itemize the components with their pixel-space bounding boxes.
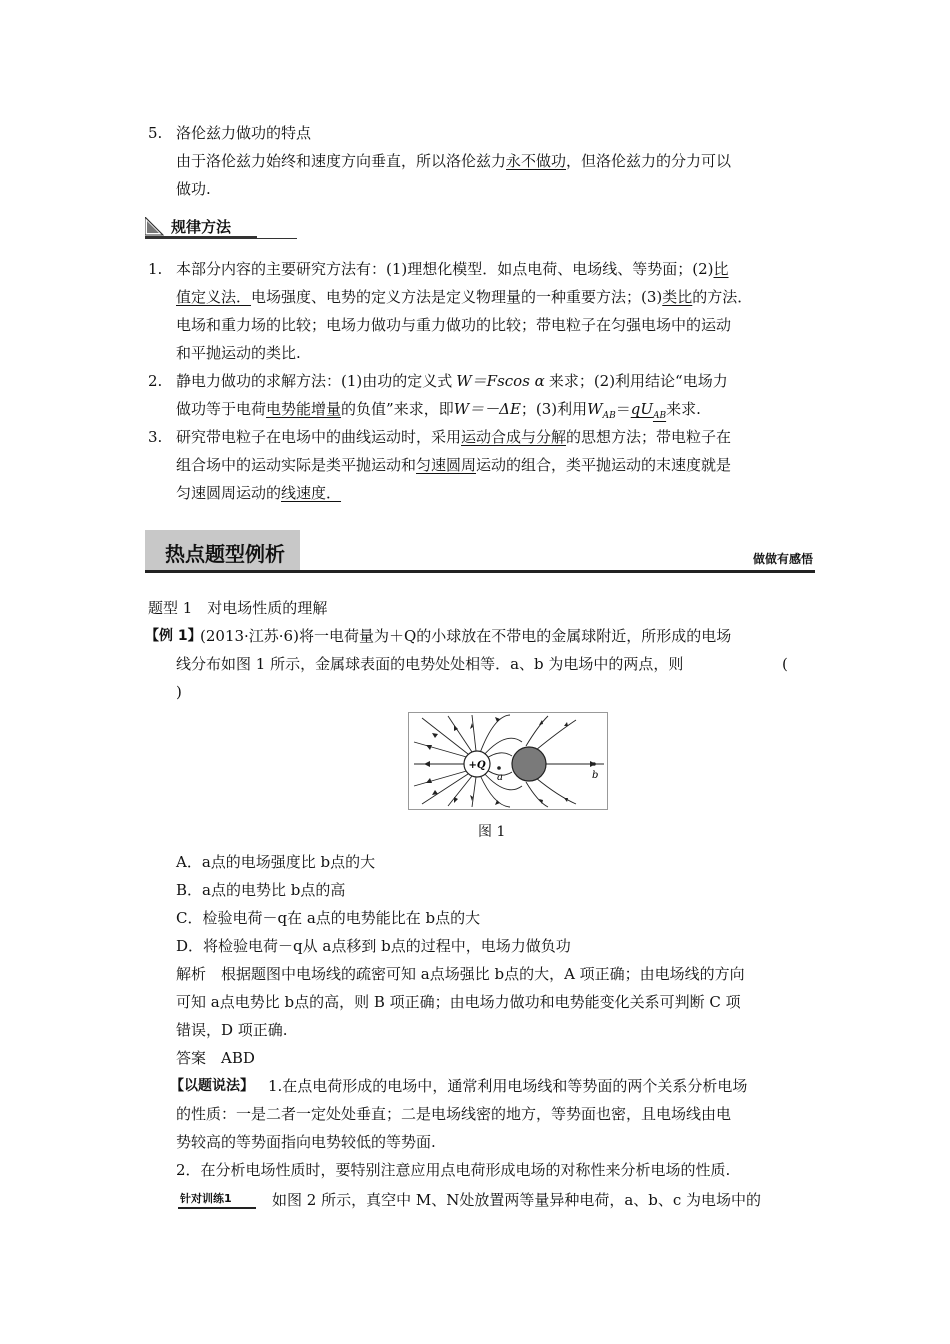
- banner-subtitle: 做做有感悟: [752, 552, 813, 566]
- item5-text: 由于洛伦兹力始终和速度方向垂直，所以洛伦兹力: [176, 152, 507, 170]
- p1-underlined-3: 类比: [662, 288, 693, 306]
- p2-text-5: ；(3)利用: [520, 400, 588, 418]
- point-a-marker: [497, 766, 501, 770]
- type1-title: 题型 1 对电场性质的理解: [148, 599, 328, 617]
- p3-underlined-3: 线速度．: [281, 484, 342, 502]
- methods-header: [145, 215, 297, 241]
- analysis-line3: 错误，D 项正确.: [176, 1021, 288, 1039]
- point-b-marker: [592, 762, 596, 766]
- analysis-line2: 可知 a点电势比 b点的高，则 B 项正确；由电场力做功和电势能变化关系可判断 C 项: [176, 993, 741, 1011]
- methods-title: 规律方法: [171, 218, 232, 236]
- answer: 答案 ABD: [176, 1049, 255, 1067]
- p2-formula-w: W: [587, 400, 603, 418]
- training-tag: 针对训练1: [180, 1192, 232, 1205]
- p1-text: 本部分内容的主要研究方法有：(1)理想化模型．如点电荷、电场线、等势面；(2): [176, 260, 714, 278]
- training-tag-box: [178, 1188, 258, 1210]
- banner-rule: [145, 570, 815, 573]
- example-line2: 线分布如图 1 所示，金属球表面的电势处处相等．a、b 为电场中的两点，则: [176, 655, 684, 673]
- p2-text-2: 来求；(2)利用结论“电场力: [548, 372, 728, 390]
- p1-underlined: 比: [713, 260, 729, 278]
- p2-text-4: 的负值”来求，即: [341, 400, 454, 418]
- analysis-line1: 解析 根据题图中电场线的疏密可知 a点场强比 b点的大，A 项正确；由电场线的方向: [176, 965, 745, 983]
- methods-p1-number: 1.: [148, 260, 163, 278]
- p2-formula: W＝Fscos α: [456, 372, 545, 390]
- p2-formula-2: W＝－ΔE: [453, 400, 521, 418]
- p3-underlined-2: 匀速圆周: [416, 456, 477, 474]
- p3-text-5: 匀速圆周运动的: [176, 484, 282, 502]
- metal-sphere: [512, 747, 546, 781]
- p2-text: 静电力做功的求解方法：(1)由功的定义式: [176, 372, 453, 390]
- p3-text-3: 组合场中的运动实际是类平抛运动和: [176, 456, 417, 474]
- hot-topics-banner: [145, 530, 815, 574]
- p3-text: 研究带电粒子在电场中的曲线运动时，采用: [176, 428, 462, 446]
- item5-underlined: 永不做功: [506, 152, 567, 170]
- item5-title: 洛伦兹力做功的特点: [176, 124, 312, 142]
- option-a: A．a点的电场强度比 b点的大: [176, 853, 376, 871]
- example-paren-open: (: [782, 655, 788, 673]
- methods-p2-line2: [176, 399, 701, 426]
- item5-line1: [176, 151, 731, 171]
- p2-text-6: 来求.: [666, 400, 701, 418]
- methods-p3-line2: [176, 455, 731, 475]
- methods-p1-line3: 电场和重力场的比较；电场力做功与重力做功的比较；带电粒子在匀强电场中的运动: [176, 316, 732, 334]
- option-d: D．将检验电荷－q从 a点移到 b点的过程中，电场力做负功: [176, 937, 571, 955]
- item5-text-2: ，但洛伦兹力的分力可以: [566, 152, 732, 170]
- p3-underlined: 运动合成与分解: [461, 428, 567, 446]
- p1-underlined-2: 值定义法．: [176, 288, 252, 306]
- methods-p3-number: 3.: [148, 428, 163, 446]
- summary-line1: 1.在点电荷形成的电场中，通常利用电场线和等势面的两个关系分析电场: [268, 1077, 748, 1095]
- item5-line2: 做功.: [176, 180, 211, 198]
- p2-subscript-2: AB: [652, 411, 667, 421]
- figure-1: [408, 712, 608, 810]
- a-label: a: [497, 772, 503, 783]
- training-tag-underline: [178, 1207, 256, 1209]
- methods-p1-line4: 和平抛运动的类比.: [176, 344, 301, 362]
- methods-p2-line1: [176, 371, 728, 391]
- example-tag: 【例 1】: [145, 628, 202, 644]
- option-c: C．检验电荷－q在 a点的电势能比在 b点的大: [176, 909, 481, 927]
- p2-text-3: 做功等于电荷: [176, 400, 267, 418]
- example-line1: (2013·江苏·6)将一电荷量为＋Q的小球放在不带电的金属球附近，所形成的电场: [200, 627, 732, 645]
- example-paren-close: ): [176, 683, 182, 701]
- field-lines-diagram: [408, 712, 608, 810]
- p2-underlined: 电势能增量: [266, 400, 342, 418]
- p1-text-2: 电场强度、电势的定义方法是定义物理量的一种重要方法；(3): [251, 288, 663, 306]
- p3-text-4: 运动的组合，类平抛运动的末速度就是: [476, 456, 732, 474]
- summary-line2: 的性质：一是二者一定处处垂直；二是电场线密的地方，等势面也密，且电场线由电: [176, 1105, 732, 1123]
- p3-text-2: 的思想方法；带电粒子在: [566, 428, 732, 446]
- summary-line3: 势较高的等势面指向电势较低的等势面.: [176, 1133, 436, 1151]
- methods-p1-line1: [176, 259, 729, 279]
- methods-p2-number: 2.: [148, 372, 163, 390]
- p2-equals: ＝: [615, 400, 631, 418]
- charge-label: +Q: [468, 760, 486, 771]
- figure-caption: 图 1: [478, 824, 506, 840]
- p2-subscript: AB: [602, 411, 616, 421]
- p1-text-3: 的方法．: [692, 288, 753, 306]
- p2-underlined-2: qU: [630, 400, 653, 418]
- training-text: 如图 2 所示，真空中 M、N处放置两等量异种电荷，a、b、c 为电场中的: [272, 1191, 762, 1209]
- methods-p1-line2: [176, 287, 752, 307]
- methods-p3-line3: [176, 483, 341, 503]
- methods-underline: [145, 238, 297, 239]
- summary-tag: 【以题说法】: [170, 1078, 254, 1094]
- summary-line4: 2．在分析电场性质时，要特别注意应用点电荷形成电场的对称性来分析电场的性质.: [176, 1161, 731, 1179]
- section-marker-icon: [145, 217, 167, 237]
- methods-p3-line1: [176, 427, 731, 447]
- option-b: B．a点的电势比 b点的高: [176, 881, 346, 899]
- banner-title: 热点题型例析: [165, 542, 285, 566]
- methods-underline-thick: [145, 236, 257, 238]
- b-label: b: [592, 770, 599, 781]
- item5-number: 5.: [148, 124, 163, 142]
